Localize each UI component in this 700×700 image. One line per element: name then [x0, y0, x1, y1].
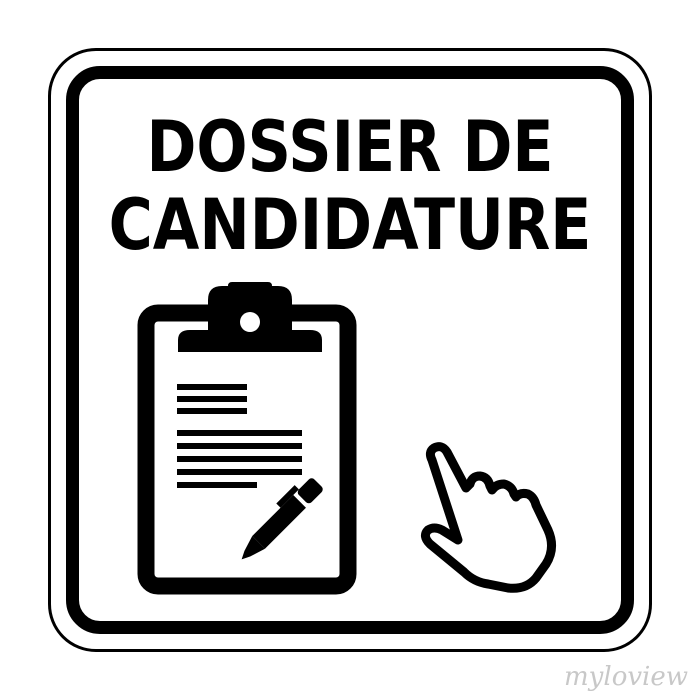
sign-title-line2: CANDIDATURE — [108, 184, 592, 266]
sign-title-line1: DOSSIER DE — [146, 106, 554, 188]
clipboard-icon — [146, 282, 348, 586]
watermark-logo: myloview — [564, 662, 688, 692]
pointing-hand-icon — [425, 447, 551, 589]
